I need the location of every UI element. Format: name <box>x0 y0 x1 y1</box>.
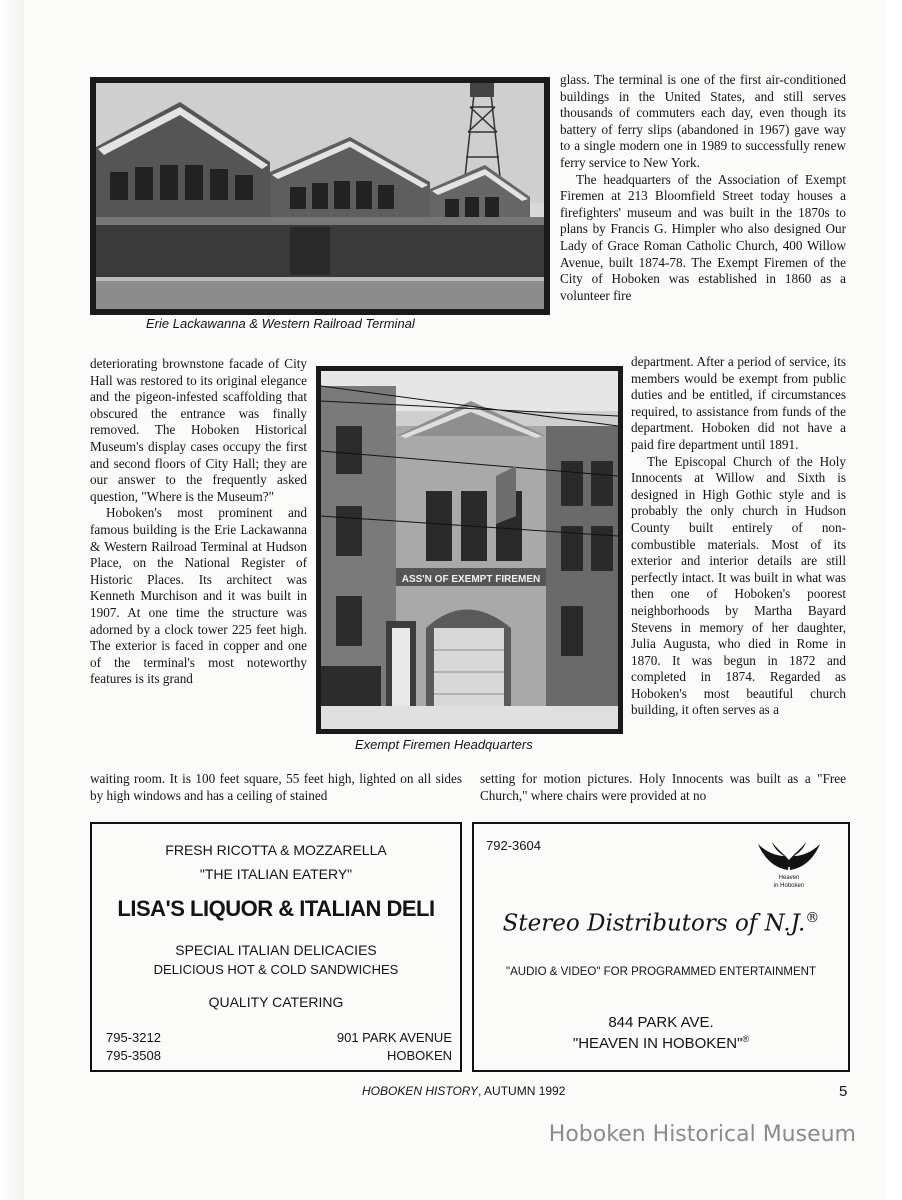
registered-mark: ® <box>805 910 820 926</box>
article-paragraph: setting for motion pictures. Holy Innocents was built as a "Free Church," where chairs were provided at no <box>480 771 846 803</box>
stereo-ad-phone: 792-3604 <box>486 838 541 853</box>
stereo-ad-tagline: "AUDIO & VIDEO" FOR PROGRAMMED ENTERTAINMENT <box>506 966 816 978</box>
article-paragraph: waiting room. It is 100 feet square, 55 feet high, lighted on all sides by high windows and has a ceiling of stained <box>90 771 462 803</box>
heaven-wings-logo <box>744 840 834 892</box>
article-paragraph: Hoboken's most prominent and famous building is the Erie Lackawanna & Western Railroad Terminal at Hudson Place, on the National Register of Historic Places. Its architect was Kenneth Murchison and it was built in 1907. At one time the structure was adorned by a clock tower 225 feet high. The exterior is faced in copper and one of the terminal's most noteworthy features is its grand <box>90 505 307 687</box>
deli-ad-line: SPECIAL ITALIAN DELICACIES <box>175 942 377 958</box>
stereo-ad-slogan-text: "HEAVEN IN HOBOKEN" <box>572 1035 743 1052</box>
article-left-column <box>90 356 307 688</box>
page-footer <box>362 1084 565 1098</box>
deli-ad-line: FRESH RICOTTA & MOZZARELLA <box>165 842 387 858</box>
stereo-ad-slogan <box>474 1034 848 1052</box>
article-right-narrow <box>631 354 846 719</box>
firemen-photo-caption: Exempt Firemen Headquarters <box>355 737 533 752</box>
deli-ad-name: LISA'S LIQUOR & ITALIAN DELI <box>117 896 435 921</box>
publication-title: HOBOKEN HISTORY <box>362 1084 479 1098</box>
logo-text: in Hoboken <box>773 883 805 889</box>
deli-ad-line: "THE ITALIAN EATERY" <box>199 866 353 882</box>
stereo-ad-name <box>474 910 848 937</box>
stereo-ad-address: 844 PARK AVE. <box>608 1014 714 1031</box>
deli-ad-address: HOBOKEN <box>386 1048 452 1063</box>
page-number: 5 <box>839 1083 848 1100</box>
firemen-photo <box>316 366 623 734</box>
article-paragraph: glass. The terminal is one of the first air-conditioned buildings in the United States, and still serves thousands of commuters each day, even though its battery of ferry slips (abandoned in 1967) gave way to a single modern one in 1989 to successfully renew ferry service to New York. <box>560 72 846 170</box>
deli-ad-phone: 795-3508 <box>106 1048 161 1063</box>
article-bottom-right <box>480 771 846 804</box>
issue-date: , AUTUMN 1992 <box>478 1084 566 1098</box>
logo-text: Heaven <box>778 875 800 881</box>
article-paragraph: department. After a period of service, its members would be exempt from public duties and be entitled, if circumstances required, to assistance from funds of the department. Hoboken did not have a paid fire department until 1891. <box>631 354 846 452</box>
deli-ad-phone: 795-3212 <box>106 1030 161 1045</box>
deli-ad-line: DELICIOUS HOT & COLD SANDWICHES <box>153 962 399 977</box>
stereo-advertisement <box>472 822 850 1072</box>
museum-watermark: Hoboken Historical Museum <box>548 1122 856 1147</box>
article-paragraph: The headquarters of the Association of Exempt Firemen at 213 Bloomfield Street today houses a firefighters' museum and was built in the 1870s to plans by Francis G. Himpler who also designed Our Lady of Grace Roman Catholic Church, 400 Willow Avenue, built 1874-78. The Exempt Firemen of the City of Hoboken was established in 1860 as a volunteer fire <box>560 171 846 303</box>
deli-advertisement <box>90 822 462 1072</box>
deli-ad-line: QUALITY CATERING <box>208 994 344 1010</box>
deli-ad-address: 901 PARK AVENUE <box>336 1030 452 1045</box>
terminal-photo <box>90 77 550 315</box>
scan-edge <box>0 0 24 1200</box>
stereo-ad-name-text: Stereo Distributors of N.J. <box>502 910 806 937</box>
terminal-photo-caption: Erie Lackawanna & Western Railroad Terminal <box>146 316 415 331</box>
article-bottom-left <box>90 771 462 804</box>
article-paragraph: deteriorating brownstone facade of City Hall was restored to its original elegance and the pigeon-infested scaffolding that obscured the entrance was finally removed. The Hoboken Historical Museum's display cases occupy the first and second floors of City Hall; they are our answer to the frequently asked question, "Where is the Museum?" <box>90 356 307 504</box>
article-paragraph: The Episcopal Church of the Holy Innocents at Willow and Sixth is designed in High Gothic style and is probably the only church in Hudson County built entirely of non-combustible materials. Most of its exterior and interior details are still perfectly intact. It was built in what was then one of Hoboken's poorest neighborhoods by Martha Bayard Stevens in memory of her daughter, Julia Augusta, who died in Rome in 1870. It was begun in 1872 and completed in 1874. Regarded as Hoboken's most beautiful church building, it often serves as a <box>631 453 846 718</box>
firemen-building-sign: ASS'N OF EXEMPT FIREMEN <box>401 574 541 585</box>
registered-mark: ® <box>742 1034 750 1044</box>
article-top-right <box>560 72 846 304</box>
